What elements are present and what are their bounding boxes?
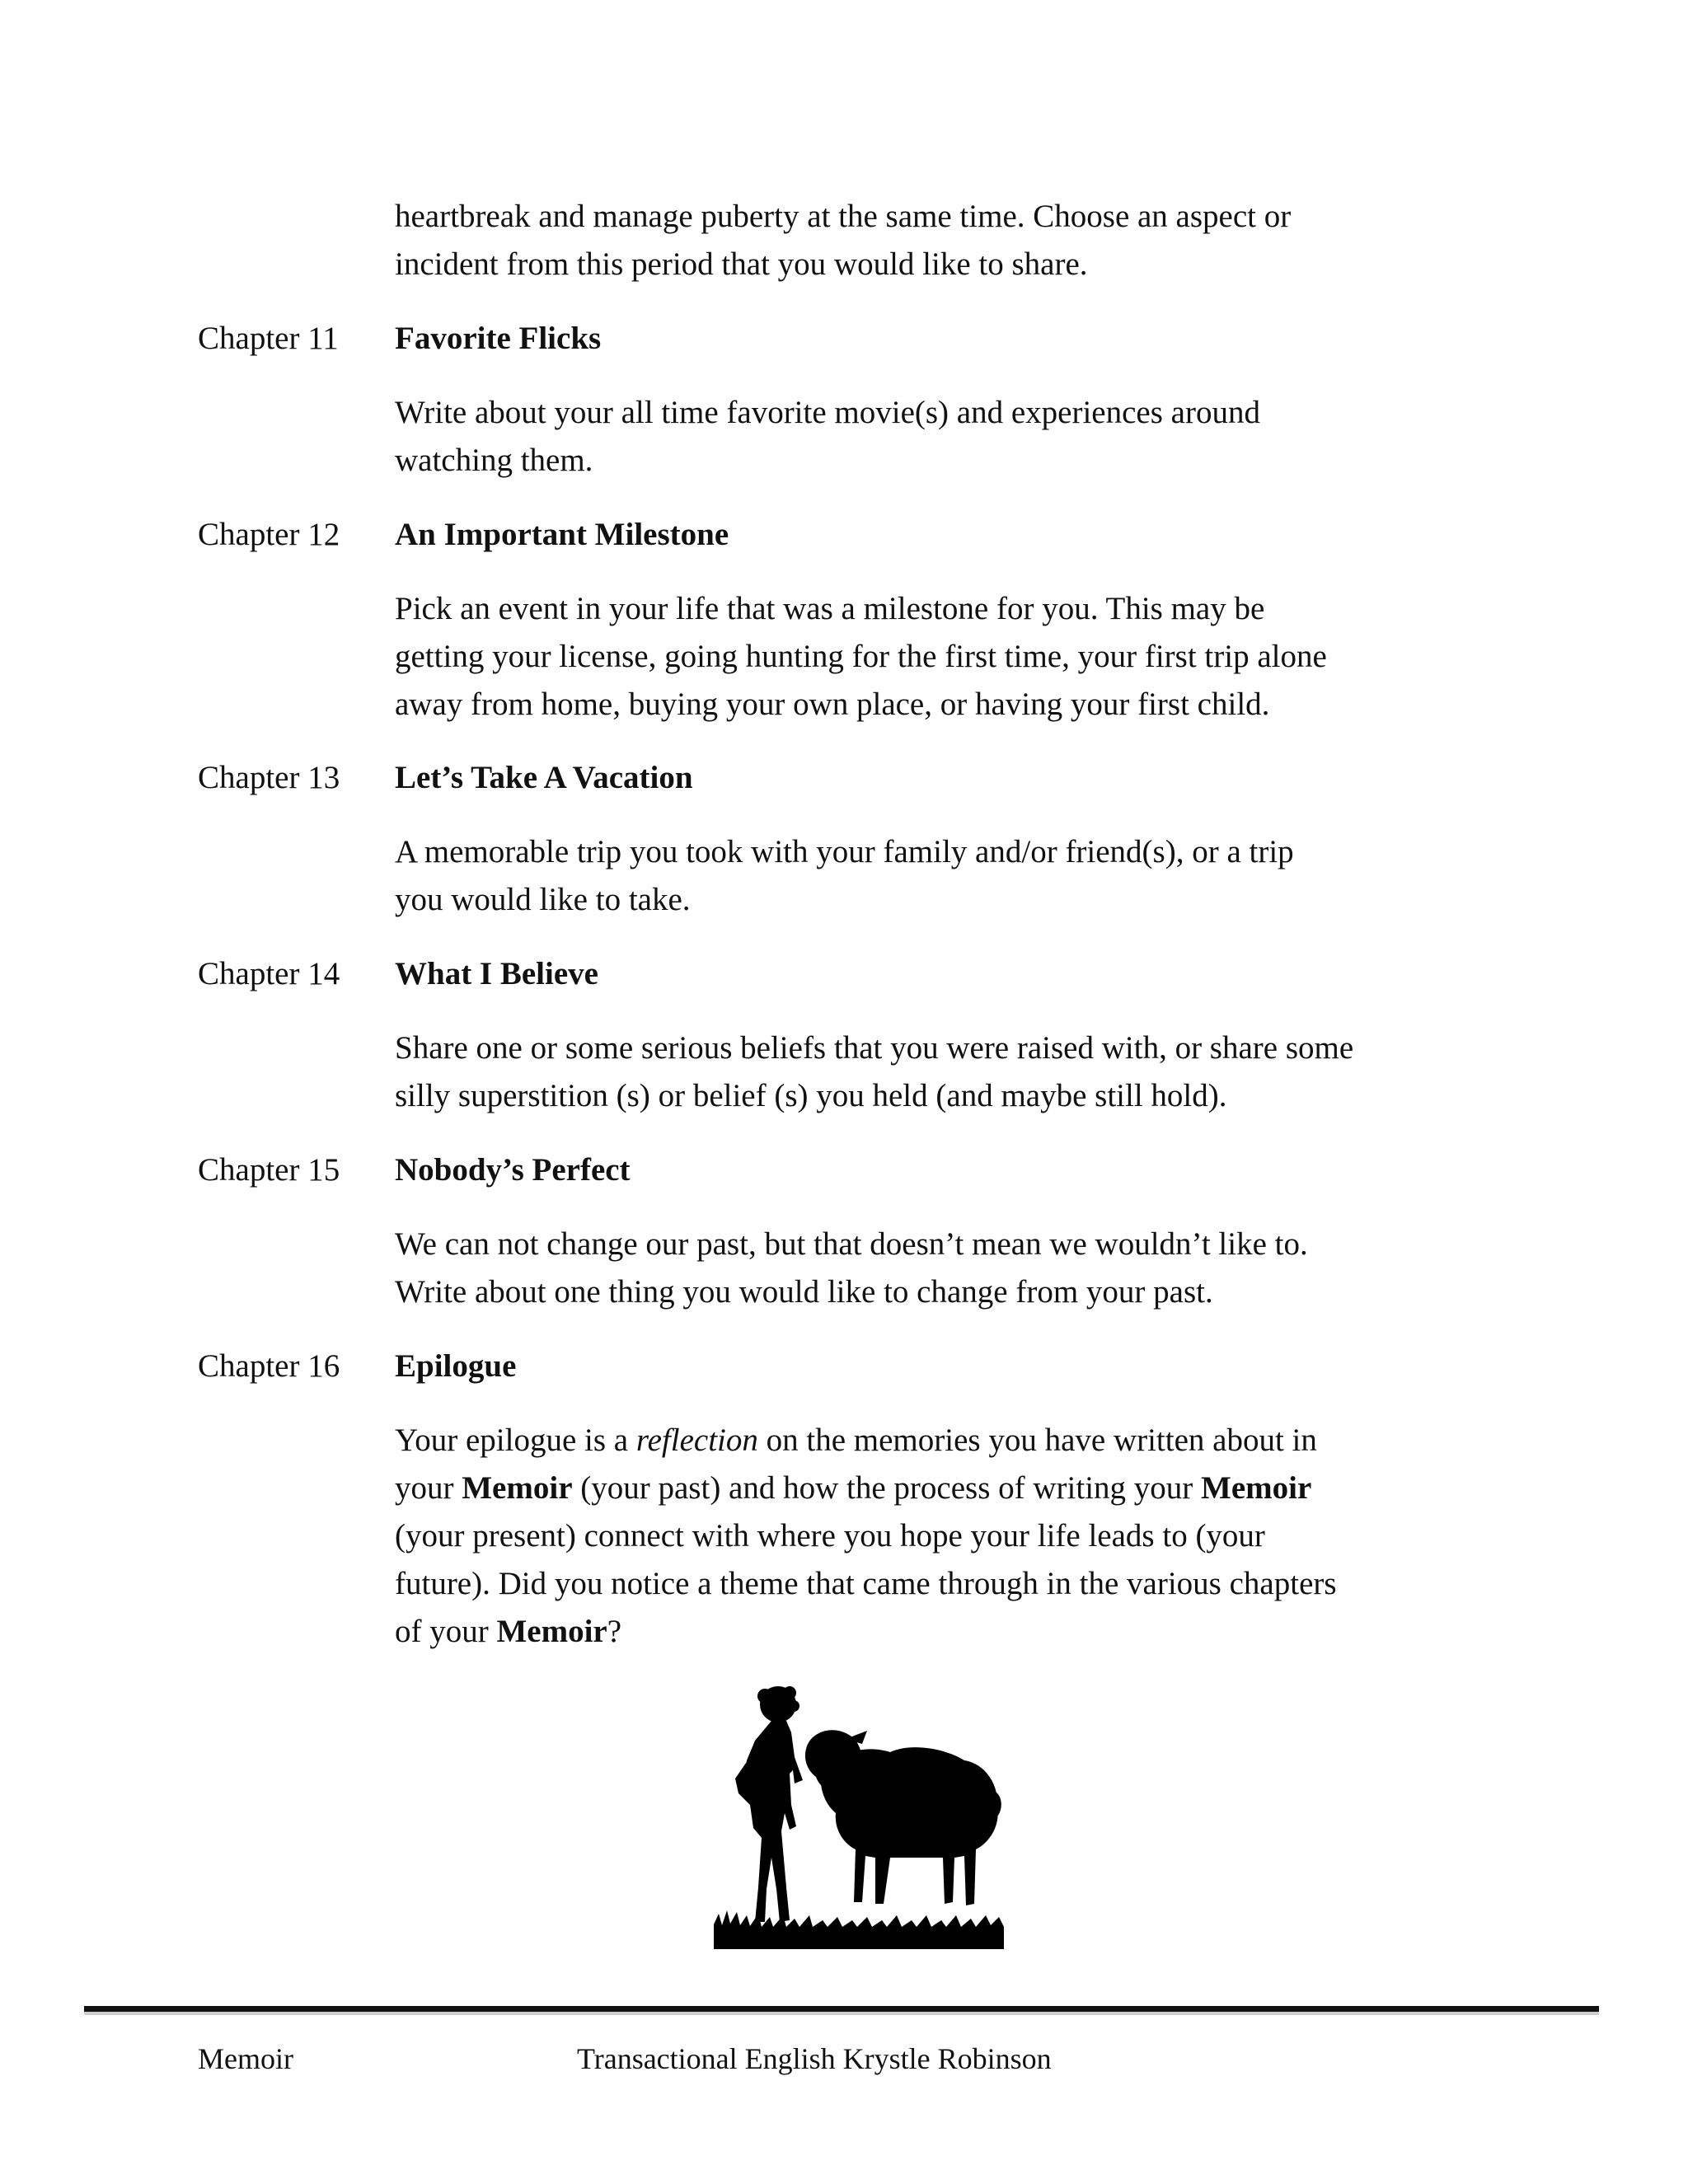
epilogue-text: (your present) connect with where you hope your life leads to (your — [395, 1518, 1265, 1554]
chapter-description — [395, 585, 1499, 729]
emphasis-memoir: Memoir — [1201, 1470, 1312, 1506]
description-line: you would like to take. — [395, 882, 691, 917]
description-line: Share one or some serious beliefs that you were raised with, or share some — [395, 1030, 1354, 1066]
intro-line: heartbreak and manage puberty at the same time. Choose an aspect or — [395, 199, 1292, 234]
epilogue-text: of your — [395, 1614, 497, 1649]
chapter-label: Chapter 15 — [198, 1152, 340, 1188]
description-line: A memorable trip you took with your family and/or friend(s), or a trip — [395, 834, 1294, 869]
footer-divider — [84, 2006, 1599, 2012]
chapter-description — [395, 389, 1499, 485]
chapter-description — [395, 828, 1499, 924]
intro-line: incident from this period that you would like to share. — [395, 246, 1088, 282]
chapter-label: Chapter 16 — [198, 1348, 340, 1384]
chapter-title: Epilogue — [395, 1348, 517, 1384]
chapter-title: What I Believe — [395, 956, 598, 991]
child-and-sheep-silhouette-icon — [714, 1681, 1004, 1949]
chapter-title: Nobody’s Perfect — [395, 1152, 631, 1188]
chapter-label: Chapter 12 — [198, 517, 340, 552]
description-line: watching them. — [395, 443, 593, 478]
emphasis-memoir: Memoir — [462, 1470, 573, 1506]
epilogue-text: Your epilogue is a — [395, 1422, 636, 1458]
description-line: Write about one thing you would like to change from your past. — [395, 1274, 1213, 1310]
chapter-label: Chapter 13 — [198, 760, 340, 795]
footer-center-text: Transactional English Krystle Robinson — [577, 2042, 1052, 2075]
description-line: Pick an event in your life that was a milestone for you. This may be — [395, 591, 1265, 626]
chapter-description — [395, 1024, 1499, 1120]
chapter-title: An Important Milestone — [395, 517, 729, 552]
chapter-title: Let’s Take A Vacation — [395, 760, 693, 795]
description-line: away from home, buying your own place, or having your first child. — [395, 687, 1270, 722]
chapter-title: Favorite Flicks — [395, 321, 602, 356]
description-line: silly superstition (s) or belief (s) you held (and maybe still hold). — [395, 1078, 1227, 1113]
chapter-label: Chapter 14 — [198, 956, 340, 991]
epilogue-text: ? — [607, 1614, 622, 1649]
epilogue-text: your — [395, 1470, 462, 1506]
chapter-description — [395, 1221, 1499, 1316]
chapter-label: Chapter 11 — [198, 321, 339, 356]
description-line: We can not change our past, but that doesn’t mean we wouldn’t like to. — [395, 1226, 1308, 1262]
epilogue-text: on the memories you have written about in — [757, 1422, 1317, 1458]
description-line: getting your license, going hunting for the first time, your first trip alone — [395, 639, 1327, 674]
emphasis-memoir: Memoir — [496, 1614, 607, 1649]
intro-paragraph — [395, 193, 1499, 288]
epilogue-text: (your past) and how the process of writing your — [572, 1470, 1202, 1506]
description-line: Write about your all time favorite movie(s) and experiences around — [395, 395, 1260, 430]
footer-left-text: Memoir — [198, 2042, 293, 2075]
emphasis-reflection: reflection — [635, 1422, 758, 1458]
epilogue-text: future). Did you notice a theme that came through in the various chapters — [395, 1566, 1337, 1601]
epilogue-description — [395, 1417, 1499, 1656]
